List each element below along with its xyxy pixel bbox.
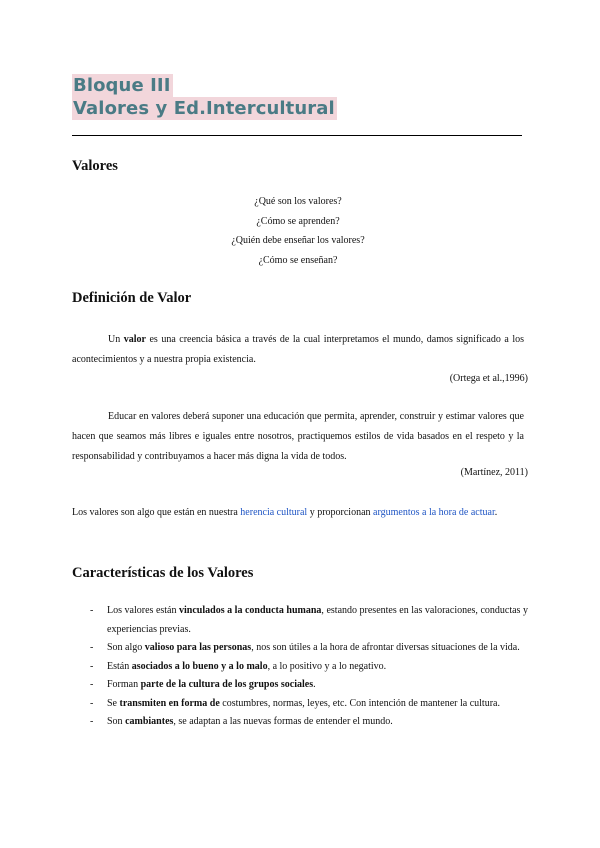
text-span: costumbres, normas, leyes, etc. Con intención de mantener la cultura. (219, 697, 500, 709)
link-herencia-cultural[interactable]: herencia cultural (240, 507, 308, 518)
definition-paragraph (72, 330, 524, 370)
text-span: Forman (107, 679, 141, 690)
list-item (72, 713, 528, 732)
heading-definicion: Definición de Valor (72, 290, 192, 306)
horizontal-rule (72, 135, 522, 136)
text-span: es una creencia básica a través de la cual interpretamos el mundo, damos significado a los acontecimientos y a nuestra propia existencia. (72, 334, 524, 365)
citation-martinez: (Martínez, 2011) (460, 467, 528, 478)
text-span: . (494, 507, 498, 518)
list-dash: - (90, 679, 94, 690)
list-dash: - (90, 642, 94, 653)
text-span: . (313, 679, 316, 690)
text-span: Son algo (107, 642, 145, 653)
list-dash: - (90, 660, 94, 672)
citation-ortega: (Ortega et al.,1996) (449, 373, 528, 384)
bold-term: asociados a lo bueno y a lo malo (131, 660, 268, 672)
title-line-2: Valores y Ed.Intercultural (73, 98, 335, 119)
list-item (72, 658, 528, 677)
text-span: Los valores son algo que están en nuestra (72, 507, 241, 518)
text-span: y proporcionan (307, 507, 374, 518)
educar-paragraph: Educar en valores deberá suponer una educación que permita, aprender, construir y estimar valores que hacen que seamos más libres e iguales entre nosotros, practiquemos estilos de vida basados en el respeto y la responsabilidad y contribuyamos a hacer más digna la vida de todos. (72, 411, 524, 462)
bold-term: valioso para las personas (144, 642, 252, 653)
list-item (72, 695, 528, 714)
bold-term: valor (123, 334, 146, 345)
list-dash: - (90, 716, 94, 727)
questions-list (72, 192, 524, 270)
herencia-paragraph (72, 503, 524, 523)
text-span: , a lo positivo y a lo negativo. (267, 660, 387, 672)
bold-term: cambiantes (125, 716, 174, 727)
question-item: ¿Cómo se aprenden? (256, 215, 340, 227)
characteristics-list (72, 602, 528, 732)
heading-caracteristicas: Características de los Valores (72, 565, 254, 581)
text-span: , se adaptan a las nuevas formas de entender el mundo. (173, 716, 393, 727)
heading-valores: Valores (72, 158, 118, 174)
text-span: Son (107, 716, 126, 727)
link-argumentos[interactable]: argumentos a la hora de actuar (373, 507, 495, 518)
title-line-1: Bloque III (73, 75, 171, 96)
list-item (72, 602, 528, 639)
bold-term: transmiten en forma de (119, 697, 220, 709)
list-dash: - (90, 605, 94, 616)
bold-term: vinculados a la conducta humana (179, 605, 322, 616)
text-span: Los valores están (107, 605, 180, 616)
text-span: Un (108, 334, 124, 345)
text-span: , estando presentes en las valoraciones, conductas y experiencias previas. (107, 605, 528, 635)
list-item (72, 639, 528, 658)
question-item: ¿Qué son los valores? (254, 196, 342, 207)
bold-term: parte de la cultura de los grupos sociales (140, 679, 314, 690)
question-item: ¿Cómo se enseñan? (258, 254, 338, 266)
text-span: , nos son útiles a la hora de afrontar diversas situaciones de la vida. (251, 642, 520, 653)
text-span: Se (107, 697, 120, 709)
text-span: Están (107, 660, 132, 672)
document-title (72, 74, 337, 120)
list-item (72, 676, 528, 695)
question-item: ¿Quién debe enseñar los valores? (231, 235, 365, 246)
list-dash: - (90, 697, 94, 709)
